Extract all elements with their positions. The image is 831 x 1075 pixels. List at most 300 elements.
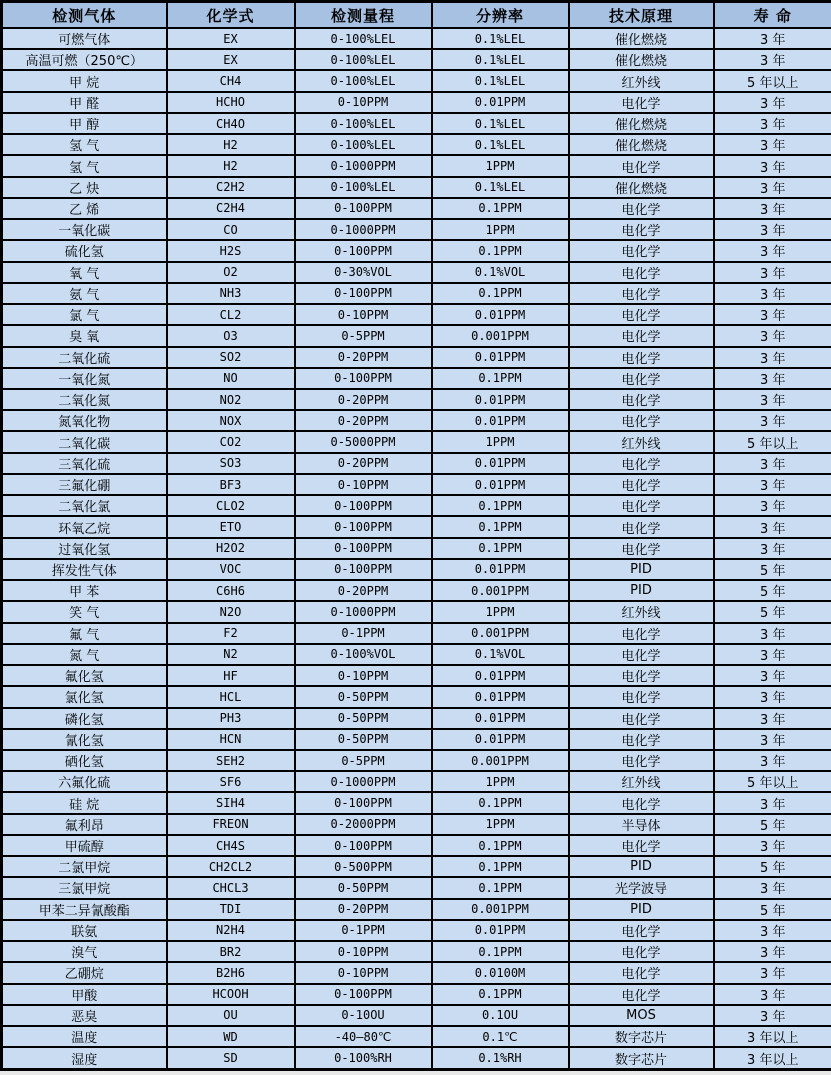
cell-range: 0-100%LEL <box>295 70 432 91</box>
col-header-resolution: 分辨率 <box>432 2 569 29</box>
cell-resolution: 0.1PPM <box>432 835 569 856</box>
cell-formula: SF6 <box>167 771 295 792</box>
cell-lifespan: 3 年 <box>714 219 831 240</box>
cell-range: 0-50PPM <box>295 686 432 707</box>
table-row <box>2 347 831 368</box>
cell-gas-name: 一氧化氮 <box>2 368 167 389</box>
cell-gas-name: 氟 气 <box>2 623 167 644</box>
cell-gas-name: 甲 苯 <box>2 580 167 601</box>
cell-resolution: 0.0100M <box>432 962 569 983</box>
cell-range: 0-5000PPM <box>295 431 432 452</box>
cell-principle: 电化学 <box>569 155 714 176</box>
cell-lifespan: 3 年 <box>714 368 831 389</box>
cell-range: 0-100PPM <box>295 835 432 856</box>
cell-range: 0-100%LEL <box>295 49 432 70</box>
table-row <box>2 941 831 962</box>
cell-resolution: 1PPM <box>432 814 569 835</box>
cell-resolution: 0.001PPM <box>432 623 569 644</box>
table-row <box>2 984 831 1005</box>
cell-lifespan: 3 年以上 <box>714 1047 831 1069</box>
cell-range: 0-10PPM <box>295 941 432 962</box>
cell-lifespan: 5 年 <box>714 856 831 877</box>
table-row <box>2 389 831 410</box>
cell-resolution: 0.1PPM <box>432 240 569 261</box>
cell-range: 0-100PPM <box>295 984 432 1005</box>
cell-principle: 电化学 <box>569 453 714 474</box>
table-row <box>2 495 831 516</box>
cell-gas-name: 环氧乙烷 <box>2 516 167 537</box>
cell-formula: EX <box>167 28 295 49</box>
cell-formula: PH3 <box>167 708 295 729</box>
cell-principle: 电化学 <box>569 368 714 389</box>
cell-lifespan: 3 年 <box>714 347 831 368</box>
cell-formula: NO2 <box>167 389 295 410</box>
cell-gas-name: 甲 烷 <box>2 70 167 91</box>
table-row <box>2 113 831 134</box>
cell-formula: NOX <box>167 410 295 431</box>
cell-gas-name: 二氧化碳 <box>2 431 167 452</box>
cell-gas-name: 氧 气 <box>2 262 167 283</box>
cell-range: 0-10PPM <box>295 92 432 113</box>
table-row <box>2 601 831 622</box>
cell-resolution: 0.1%LEL <box>432 113 569 134</box>
cell-resolution: 0.01PPM <box>432 920 569 941</box>
table-row <box>2 644 831 665</box>
cell-lifespan: 3 年 <box>714 729 831 750</box>
cell-lifespan: 5 年 <box>714 601 831 622</box>
cell-range: 0-5PPM <box>295 325 432 346</box>
cell-lifespan: 3 年 <box>714 538 831 559</box>
cell-formula: NO <box>167 368 295 389</box>
cell-principle: 电化学 <box>569 347 714 368</box>
cell-lifespan: 5 年 <box>714 559 831 580</box>
cell-lifespan: 3 年 <box>714 792 831 813</box>
cell-formula: CHCL3 <box>167 877 295 898</box>
cell-formula: OU <box>167 1005 295 1026</box>
cell-range: 0-1000PPM <box>295 601 432 622</box>
cell-resolution: 0.1OU <box>432 1005 569 1026</box>
cell-range: 0-100PPM <box>295 240 432 261</box>
cell-formula: BR2 <box>167 941 295 962</box>
cell-gas-name: 氯 气 <box>2 304 167 325</box>
cell-gas-name: 二氧化氮 <box>2 389 167 410</box>
cell-range: 0-1000PPM <box>295 155 432 176</box>
table-row <box>2 431 831 452</box>
cell-formula: C2H4 <box>167 198 295 219</box>
table-row <box>2 623 831 644</box>
cell-resolution: 0.01PPM <box>432 347 569 368</box>
cell-formula: CH4S <box>167 835 295 856</box>
cell-range: 0-20PPM <box>295 580 432 601</box>
cell-lifespan: 3 年 <box>714 941 831 962</box>
cell-lifespan: 3 年 <box>714 623 831 644</box>
table-row <box>2 474 831 495</box>
cell-lifespan: 3 年 <box>714 389 831 410</box>
cell-lifespan: 5 年 <box>714 580 831 601</box>
cell-lifespan: 3 年 <box>714 1005 831 1026</box>
cell-range: 0-100PPM <box>295 495 432 516</box>
cell-formula: O3 <box>167 325 295 346</box>
cell-resolution: 0.1PPM <box>432 495 569 516</box>
cell-formula: SEH2 <box>167 750 295 771</box>
cell-lifespan: 3 年 <box>714 984 831 1005</box>
table-row <box>2 368 831 389</box>
cell-resolution: 0.001PPM <box>432 750 569 771</box>
cell-formula: O2 <box>167 262 295 283</box>
cell-gas-name: 三氧化硫 <box>2 453 167 474</box>
cell-gas-name: 三氯甲烷 <box>2 877 167 898</box>
cell-resolution: 0.1%LEL <box>432 49 569 70</box>
cell-principle: PID <box>569 580 714 601</box>
cell-formula: HF <box>167 665 295 686</box>
cell-gas-name: 温度 <box>2 1026 167 1047</box>
cell-principle: 催化燃烧 <box>569 49 714 70</box>
cell-gas-name: 二氧化氯 <box>2 495 167 516</box>
cell-gas-name: 联氨 <box>2 920 167 941</box>
cell-range: 0-50PPM <box>295 729 432 750</box>
cell-formula: C2H2 <box>167 177 295 198</box>
cell-range: 0-100PPM <box>295 198 432 219</box>
table-row <box>2 49 831 70</box>
cell-lifespan: 3 年 <box>714 453 831 474</box>
cell-lifespan: 3 年 <box>714 750 831 771</box>
cell-formula: N2H4 <box>167 920 295 941</box>
cell-resolution: 1PPM <box>432 155 569 176</box>
cell-principle: 催化燃烧 <box>569 134 714 155</box>
cell-principle: 电化学 <box>569 920 714 941</box>
cell-gas-name: 笑 气 <box>2 601 167 622</box>
cell-principle: 电化学 <box>569 262 714 283</box>
cell-formula: C6H6 <box>167 580 295 601</box>
cell-gas-name: 氰化氢 <box>2 729 167 750</box>
cell-resolution: 1PPM <box>432 771 569 792</box>
cell-range: 0-20PPM <box>295 453 432 474</box>
cell-range: 0-2000PPM <box>295 814 432 835</box>
cell-lifespan: 3 年 <box>714 920 831 941</box>
cell-resolution: 0.01PPM <box>432 410 569 431</box>
cell-formula: BF3 <box>167 474 295 495</box>
cell-gas-name: 氮 气 <box>2 644 167 665</box>
cell-formula: CO2 <box>167 431 295 452</box>
table-row <box>2 1005 831 1026</box>
cell-range: 0-100PPM <box>295 516 432 537</box>
cell-gas-name: 甲酸 <box>2 984 167 1005</box>
cell-gas-name: 硅 烷 <box>2 792 167 813</box>
cell-resolution: 0.1%LEL <box>432 134 569 155</box>
cell-formula: H2S <box>167 240 295 261</box>
table-row <box>2 1026 831 1047</box>
cell-range: 0-100%RH <box>295 1047 432 1069</box>
cell-lifespan: 3 年 <box>714 283 831 304</box>
cell-range: -40—80℃ <box>295 1026 432 1047</box>
cell-resolution: 0.1%VOL <box>432 644 569 665</box>
cell-principle: 催化燃烧 <box>569 177 714 198</box>
cell-formula: WD <box>167 1026 295 1047</box>
cell-principle: PID <box>569 559 714 580</box>
table-row <box>2 516 831 537</box>
cell-gas-name: 磷化氢 <box>2 708 167 729</box>
cell-range: 0-100%LEL <box>295 113 432 134</box>
col-header-principle: 技术原理 <box>569 2 714 29</box>
cell-principle: 电化学 <box>569 729 714 750</box>
cell-formula: CH2CL2 <box>167 856 295 877</box>
cell-gas-name: 乙硼烷 <box>2 962 167 983</box>
cell-principle: 电化学 <box>569 219 714 240</box>
cell-gas-name: 氟利昂 <box>2 814 167 835</box>
cell-formula: CLO2 <box>167 495 295 516</box>
cell-resolution: 0.1PPM <box>432 984 569 1005</box>
cell-formula: SO2 <box>167 347 295 368</box>
col-header-gas: 检测气体 <box>2 2 167 29</box>
cell-principle: 电化学 <box>569 516 714 537</box>
cell-principle: 催化燃烧 <box>569 28 714 49</box>
cell-principle: MOS <box>569 1005 714 1026</box>
table-row <box>2 219 831 240</box>
cell-range: 0-100%LEL <box>295 28 432 49</box>
cell-gas-name: 硒化氢 <box>2 750 167 771</box>
table-row <box>2 665 831 686</box>
cell-range: 0-10PPM <box>295 962 432 983</box>
table-row <box>2 835 831 856</box>
col-header-range: 检测量程 <box>295 2 432 29</box>
cell-principle: 电化学 <box>569 665 714 686</box>
cell-lifespan: 3 年 <box>714 28 831 49</box>
cell-principle: 电化学 <box>569 410 714 431</box>
col-header-lifespan: 寿 命 <box>714 2 831 29</box>
cell-lifespan: 3 年 <box>714 495 831 516</box>
cell-gas-name: 甲苯二异氰酸酯 <box>2 899 167 920</box>
cell-principle: 电化学 <box>569 792 714 813</box>
cell-range: 0-10PPM <box>295 665 432 686</box>
cell-principle: 电化学 <box>569 240 714 261</box>
cell-gas-name: 乙 烯 <box>2 198 167 219</box>
cell-formula: SO3 <box>167 453 295 474</box>
cell-formula: TDI <box>167 899 295 920</box>
cell-principle: 数字芯片 <box>569 1026 714 1047</box>
cell-lifespan: 3 年 <box>714 113 831 134</box>
cell-resolution: 0.1PPM <box>432 877 569 898</box>
cell-formula: H2O2 <box>167 538 295 559</box>
cell-range: 0-1000PPM <box>295 219 432 240</box>
cell-range: 0-100%LEL <box>295 134 432 155</box>
cell-principle: 半导体 <box>569 814 714 835</box>
cell-resolution: 0.1%LEL <box>432 177 569 198</box>
cell-formula: B2H6 <box>167 962 295 983</box>
cell-principle: 电化学 <box>569 389 714 410</box>
cell-range: 0-5PPM <box>295 750 432 771</box>
table-row <box>2 580 831 601</box>
cell-principle: 电化学 <box>569 325 714 346</box>
cell-formula: N2 <box>167 644 295 665</box>
cell-resolution: 0.001PPM <box>432 580 569 601</box>
cell-resolution: 0.1PPM <box>432 516 569 537</box>
cell-formula: ETO <box>167 516 295 537</box>
cell-principle: 电化学 <box>569 984 714 1005</box>
cell-range: 0-100PPM <box>295 792 432 813</box>
cell-lifespan: 5 年以上 <box>714 771 831 792</box>
cell-range: 0-100PPM <box>295 538 432 559</box>
table-row <box>2 856 831 877</box>
cell-lifespan: 3 年 <box>714 686 831 707</box>
table-row <box>2 750 831 771</box>
cell-principle: 电化学 <box>569 686 714 707</box>
table-row <box>2 538 831 559</box>
cell-formula: CO <box>167 219 295 240</box>
cell-gas-name: 挥发性气体 <box>2 559 167 580</box>
table-row <box>2 814 831 835</box>
cell-gas-name: 恶臭 <box>2 1005 167 1026</box>
cell-range: 0-10OU <box>295 1005 432 1026</box>
cell-lifespan: 3 年 <box>714 262 831 283</box>
table-body <box>2 28 831 1070</box>
table-row <box>2 899 831 920</box>
cell-gas-name: 过氧化氢 <box>2 538 167 559</box>
cell-formula: F2 <box>167 623 295 644</box>
cell-resolution: 0.1PPM <box>432 198 569 219</box>
cell-range: 0-50PPM <box>295 708 432 729</box>
cell-resolution: 0.01PPM <box>432 708 569 729</box>
table-row <box>2 262 831 283</box>
table-row <box>2 920 831 941</box>
cell-range: 0-10PPM <box>295 474 432 495</box>
cell-gas-name: 甲 醛 <box>2 92 167 113</box>
cell-range: 0-100%LEL <box>295 177 432 198</box>
cell-gas-name: 溴气 <box>2 941 167 962</box>
cell-resolution: 0.01PPM <box>432 474 569 495</box>
cell-resolution: 0.01PPM <box>432 686 569 707</box>
cell-lifespan: 3 年 <box>714 198 831 219</box>
cell-gas-name: 氢 气 <box>2 155 167 176</box>
cell-gas-name: 臭 氧 <box>2 325 167 346</box>
cell-lifespan: 3 年 <box>714 516 831 537</box>
cell-principle: 电化学 <box>569 283 714 304</box>
cell-principle: 红外线 <box>569 771 714 792</box>
cell-resolution: 0.01PPM <box>432 389 569 410</box>
cell-principle: 电化学 <box>569 644 714 665</box>
cell-principle: 电化学 <box>569 962 714 983</box>
cell-resolution: 0.1%VOL <box>432 262 569 283</box>
cell-gas-name: 氨 气 <box>2 283 167 304</box>
cell-lifespan: 3 年 <box>714 877 831 898</box>
table-row <box>2 962 831 983</box>
cell-range: 0-10PPM <box>295 304 432 325</box>
cell-formula: H2 <box>167 134 295 155</box>
cell-lifespan: 3 年 <box>714 410 831 431</box>
table-row <box>2 877 831 898</box>
cell-lifespan: 3 年 <box>714 49 831 70</box>
cell-resolution: 0.1℃ <box>432 1026 569 1047</box>
cell-range: 0-1PPM <box>295 920 432 941</box>
table-row <box>2 708 831 729</box>
cell-principle: 数字芯片 <box>569 1047 714 1069</box>
table-row <box>2 70 831 91</box>
cell-resolution: 0.1PPM <box>432 941 569 962</box>
cell-resolution: 0.01PPM <box>432 92 569 113</box>
table-row <box>2 453 831 474</box>
cell-range: 0-30%VOL <box>295 262 432 283</box>
cell-range: 0-1PPM <box>295 623 432 644</box>
cell-formula: CH4 <box>167 70 295 91</box>
cell-resolution: 0.001PPM <box>432 325 569 346</box>
cell-gas-name: 氟化氢 <box>2 665 167 686</box>
table-row <box>2 28 831 49</box>
cell-lifespan: 3 年 <box>714 962 831 983</box>
cell-gas-name: 甲 醇 <box>2 113 167 134</box>
cell-gas-name: 三氟化硼 <box>2 474 167 495</box>
cell-principle: 催化燃烧 <box>569 113 714 134</box>
cell-gas-name: 二氧化硫 <box>2 347 167 368</box>
cell-principle: 电化学 <box>569 623 714 644</box>
cell-principle: 电化学 <box>569 538 714 559</box>
cell-formula: FREON <box>167 814 295 835</box>
cell-formula: HCOOH <box>167 984 295 1005</box>
cell-resolution: 1PPM <box>432 601 569 622</box>
table-row <box>2 792 831 813</box>
cell-principle: 电化学 <box>569 304 714 325</box>
cell-lifespan: 3 年 <box>714 304 831 325</box>
cell-principle: 电化学 <box>569 835 714 856</box>
cell-gas-name: 氢 气 <box>2 134 167 155</box>
cell-principle: 电化学 <box>569 92 714 113</box>
cell-resolution: 1PPM <box>432 219 569 240</box>
cell-range: 0-100PPM <box>295 559 432 580</box>
cell-resolution: 0.1PPM <box>432 792 569 813</box>
cell-formula: NH3 <box>167 283 295 304</box>
cell-range: 0-1000PPM <box>295 771 432 792</box>
cell-range: 0-20PPM <box>295 899 432 920</box>
cell-lifespan: 3 年 <box>714 155 831 176</box>
table-row <box>2 559 831 580</box>
table-row <box>2 134 831 155</box>
table-row <box>2 410 831 431</box>
cell-lifespan: 3 年 <box>714 177 831 198</box>
cell-gas-name: 甲硫醇 <box>2 835 167 856</box>
cell-formula: HCL <box>167 686 295 707</box>
col-header-formula: 化学式 <box>167 2 295 29</box>
cell-resolution: 0.01PPM <box>432 453 569 474</box>
cell-resolution: 0.01PPM <box>432 304 569 325</box>
table-row <box>2 283 831 304</box>
table-row <box>2 729 831 750</box>
cell-principle: PID <box>569 899 714 920</box>
cell-resolution: 0.1PPM <box>432 368 569 389</box>
cell-gas-name: 一氧化碳 <box>2 219 167 240</box>
table-row <box>2 240 831 261</box>
cell-lifespan: 3 年 <box>714 474 831 495</box>
cell-gas-name: 乙 炔 <box>2 177 167 198</box>
cell-lifespan: 5 年 <box>714 814 831 835</box>
cell-formula: VOC <box>167 559 295 580</box>
cell-principle: 电化学 <box>569 941 714 962</box>
cell-gas-name: 二氯甲烷 <box>2 856 167 877</box>
cell-range: 0-100PPM <box>295 283 432 304</box>
cell-range: 0-500PPM <box>295 856 432 877</box>
table-row <box>2 198 831 219</box>
cell-formula: CH4O <box>167 113 295 134</box>
table-row <box>2 771 831 792</box>
cell-lifespan: 3 年 <box>714 134 831 155</box>
cell-range: 0-50PPM <box>295 877 432 898</box>
cell-formula: H2 <box>167 155 295 176</box>
cell-lifespan: 3 年 <box>714 325 831 346</box>
cell-range: 0-100PPM <box>295 368 432 389</box>
cell-formula: EX <box>167 49 295 70</box>
cell-formula: N2O <box>167 601 295 622</box>
cell-resolution: 0.1PPM <box>432 283 569 304</box>
cell-lifespan: 3 年 <box>714 92 831 113</box>
cell-resolution: 0.001PPM <box>432 899 569 920</box>
table-row <box>2 325 831 346</box>
